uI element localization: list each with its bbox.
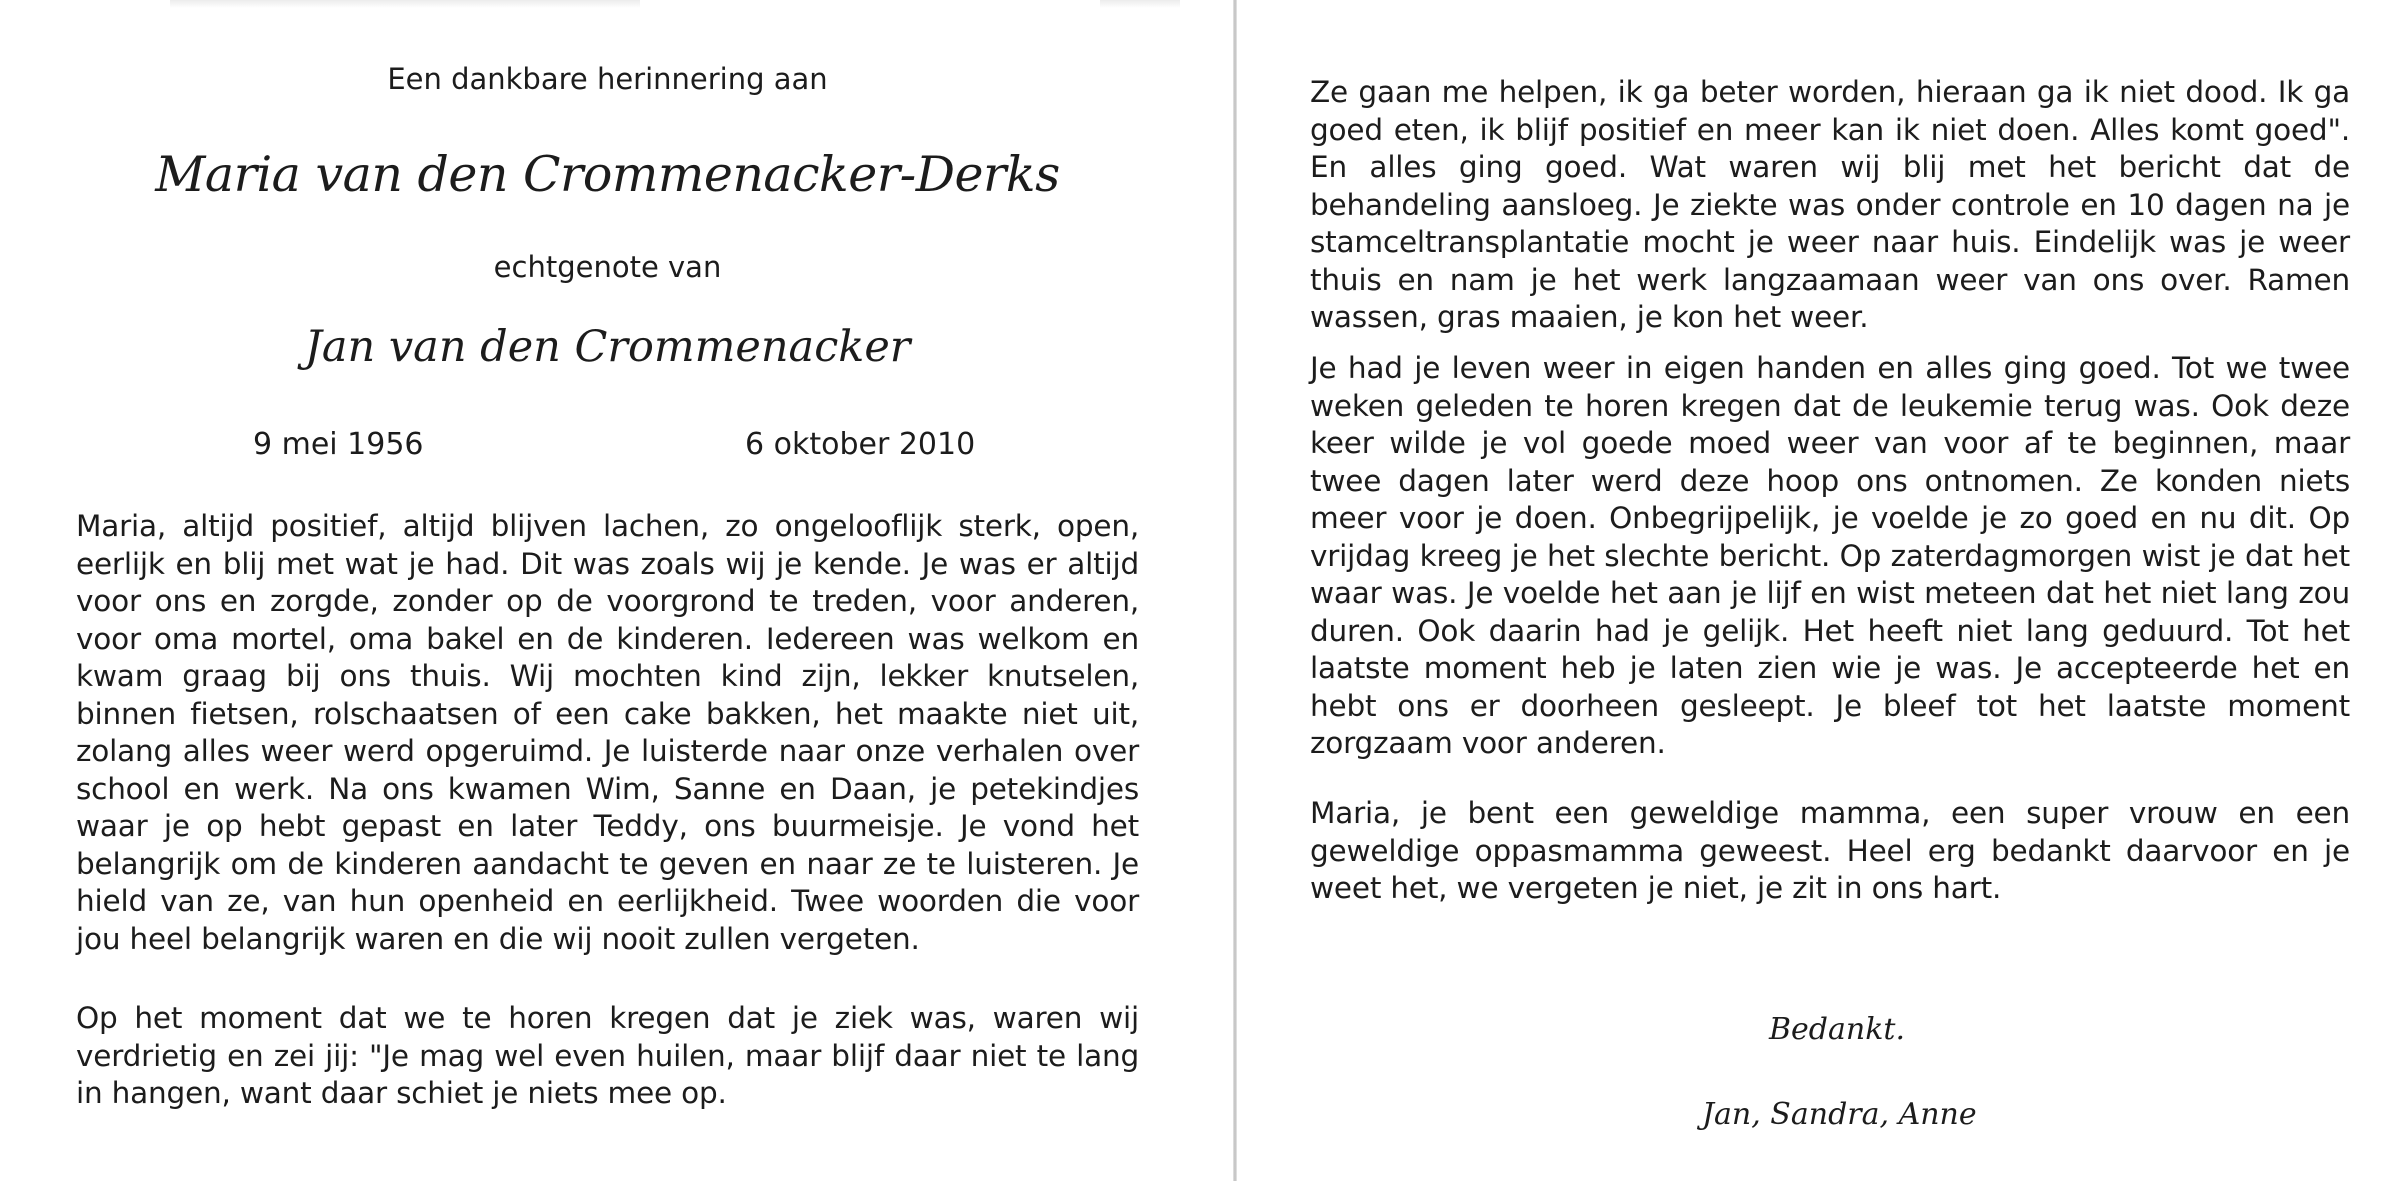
memorial-paragraph: Op het moment dat we te horen kregen dat je ziek was, waren wij verdrietig en zei jij: "Je mag wel even huilen, maar blijf daar niet te lang in hangen, want daar schiet je niets mee op.	[76, 1001, 1139, 1110]
birth-date: 9 mei 1956	[253, 427, 424, 462]
spouse-label: echtgenote van	[493, 250, 722, 284]
signatures: Jan, Sandra, Anne	[1702, 1097, 1977, 1132]
intro-text: Een dankbare herinnering aan	[387, 62, 828, 96]
spouse-name: Jan van den Crommenacker	[304, 322, 911, 372]
memorial-paragraph: Ze gaan me helpen, ik ga beter worden, hieraan ga ik niet dood. Ik ga goed eten, ik blijf positief en meer kan ik niet doen. Alles komt goed". En alles ging goed. Wat waren wij blij met het bericht dat de behandeling aansloeg. Je ziekte was onder controle en 10 dagen na je stamceltransplantatie mocht je weer naar huis. Eindelijk was je weer thuis en nam je het werk langzaamaan weer van ons over. Ramen wassen, gras maaien, je kon het weer.	[1310, 75, 2350, 334]
thanks-text: Bedankt.	[1769, 1012, 1905, 1047]
memorial-paragraph: Maria, altijd positief, altijd blijven lachen, zo ongelooflijk sterk, open, eerlijk en blij met wat je had. Dit was zoals wij je kende. Je was er altijd voor ons en zorgde, zonder op de voorgrond te treden, voor anderen, voor oma mortel, oma bakel en de kinderen. Iedereen was welkom en kwam graag bij ons thuis. Wij mochten kind zijn, lekker knutselen, binnen fietsen, rolschaatsen of een cake bakken, het maakte niet uit, zolang alles weer werd opgeruimd. Je luisterde naar onze verhalen over school en werk. Na ons kwamen Wim, Sanne en Daan, je petekindjes waar je op hebt gepast en later Teddy, ons buurmeisje. Je vond het belangrijk om de kinderen aandacht te geven en naar ze te luisteren. Je hield van ze, van hun openheid en eerlijkheid. Twee woorden die voor jou heel belangrijk waren en die wij nooit zullen vergeten.	[76, 509, 1139, 956]
deceased-name: Maria van den Crommenacker-Derks	[155, 146, 1060, 203]
memorial-paragraph: Je had je leven weer in eigen handen en alles ging goed. Tot we twee weken geleden te horen kregen dat de leukemie terug was. Ook deze keer wilde je vol goede moed weer van voor af te beginnen, maar twee dagen later werd deze hoop ons ontnomen. Ze konden niets meer voor je doen. Onbegrijpelijk, je voelde je zo goed en nu dit. Op vrijdag kreeg je het slechte bericht. Op zaterdagmorgen wist je dat het waar was. Je voelde het aan je lijf en wist meteen dat het niet lang zou duren. Ook daarin had je gelijk. Het heeft niet lang geduurd. Tot het laatste moment heb je laten zien wie je was. Je accepteerde het en hebt ons er doorheen gesleept. Je bleef tot het laatste moment zorgzaam voor anderen.	[1310, 351, 2350, 760]
right-page	[1237, 0, 2401, 1181]
memorial-paragraph: Maria, je bent een geweldige mamma, een super vrouw en een geweldige oppasmamma geweest. Heel erg bedankt daarvoor en je weet het, we vergeten je niet, je zit in ons hart.	[1310, 796, 2350, 905]
death-date: 6 oktober 2010	[745, 427, 976, 462]
